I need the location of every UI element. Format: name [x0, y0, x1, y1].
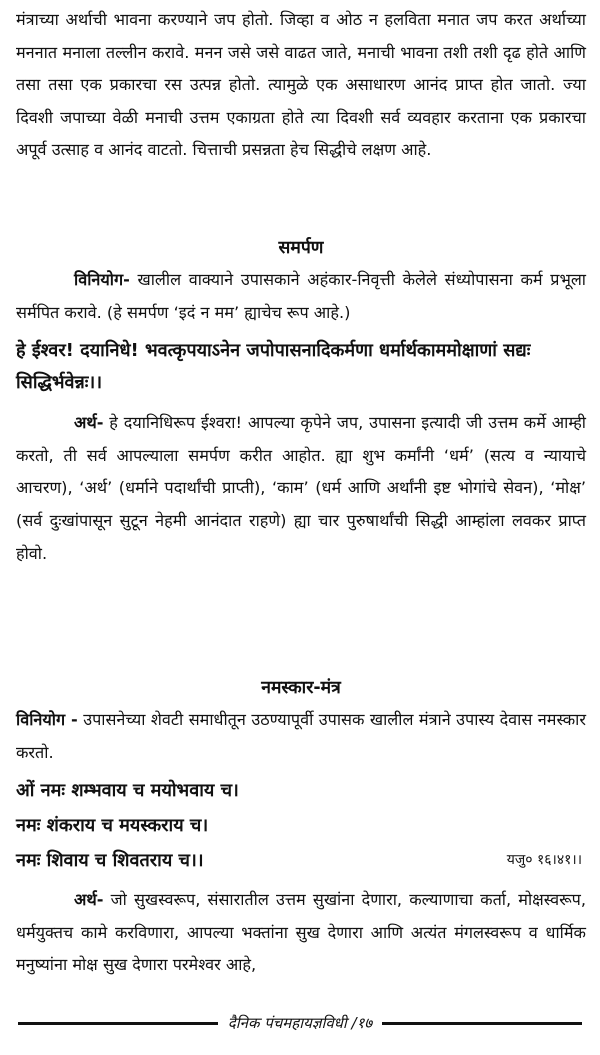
samarpan-artha-paragraph — [16, 407, 586, 570]
footer-rule-right — [382, 1022, 582, 1025]
viniyog-text: उपासनेच्या शेवटी समाधीतून उठण्यापूर्वी उपासक खालील मंत्राने उपास्य देवास नमस्कार करतो. — [16, 710, 586, 762]
viniyog-label: विनियोग - — [16, 710, 78, 729]
mantra-line: ओं नमः शम्भवाय च मयोभवाय च। — [16, 780, 239, 802]
intro-paragraph: मंत्राच्या अर्थाची भावना करण्याने जप होतो. जिव्हा व ओठ न हलविता मनात जप करत अर्थाच्या मननात मनाला तल्लीन करावे. मनन जसे जसे वाढत जाते, मनाची भावना तशी तशी दृढ होते आणि तसा तसा एक प्रकारचा रस उत्पन्न होतो. त्यामुळे एक असाधारण आनंद प्राप्त होत जातो. ज्या दिवशी जपाच्या वेळी मनाची उत्तम एकाग्रता होते त्या दिवशी सर्व व्यवहार करताना एक प्रकारचा अपूर्व उत्साह व आनंद वाटतो. चित्ताची प्रसन्नता हेच सिद्धीचे लक्षण आहे. — [16, 10, 586, 160]
footer-rule-left — [18, 1022, 218, 1025]
samarpan-heading: समर्पण — [278, 238, 324, 258]
namaskar-heading: नमस्कार-मंत्र — [261, 678, 341, 698]
artha-text: जो सुखस्वरूप, संसारातील उत्तम सुखांना देणारा, कल्याणाचा कर्ता, मोक्षस्वरूप, धर्मयुक्तच कामे करविणारा, आपल्या भक्तांना सुख देणारा आणि अत्यंत मंगलस्वरूप व धार्मिक मनुष्यांना मोक्ष सुख देणारा परमेश्वर आहे, — [16, 890, 586, 975]
mantra-reference: यजु० १६।४१।। — [506, 852, 582, 869]
namaskar-viniyog-paragraph — [16, 704, 586, 769]
artha-label: अर्थ- — [74, 890, 104, 910]
mantra-line-text: नमः शिवाय च शिवतराय च।। — [16, 850, 204, 872]
viniyog-text: खालील वाक्याने उपासकाने अहंकार-निवृत्ती केलेले संध्योपासना कर्म प्रभूला सर्मपित करावे. (हे समर्पण ‘इदं न मम’ ह्याचेच रूप आहे.) — [16, 270, 586, 322]
mantra-line — [16, 843, 586, 878]
intro-block — [16, 4, 586, 167]
artha-label: अर्थ- — [74, 413, 104, 433]
footer-text: दैनिक पंचमहायज्ञविधी /१७ — [227, 1014, 373, 1032]
samarpan-viniyog-paragraph — [16, 264, 586, 329]
namaskar-mantra-block — [16, 773, 586, 878]
page-footer — [18, 1010, 582, 1036]
namaskar-artha-paragraph — [16, 884, 586, 982]
samarpan-section — [16, 232, 586, 570]
viniyog-label: विनियोग- — [74, 270, 130, 289]
namaskar-section — [16, 672, 586, 982]
mantra-line: नमः शंकराय च मयस्कराय च। — [16, 815, 209, 837]
artha-text: हे दयानिधिरूप ईश्वरा! आपल्या कृपेने जप, उपासना इत्यादी जी उत्तम कर्मे आम्ही करतो, ती सर्व आपल्याला समर्पण करीत आहोत. ह्या शुभ कर्मांनी ‘धर्म’ (सत्य व न्यायाचे आचरण), ‘अर्थ’ (धर्माने पदार्थांची प्राप्ती), ‘काम’ (धर्म आणि अर्थांनी इष्ट भोगांचे सेवन), ‘मोक्ष’ (सर्व दुःखांपासून सुटून नेहमी आनंदात राहणे) ह्या चार पुरुषार्थांची सिद्धी आम्हांला लवकर प्राप्त होवो. — [16, 413, 586, 563]
samarpan-mantra: हे ईश्वर! दयानिधे! भवत्कृपयाऽनेन जपोपासनादिकर्मणा धर्मार्थकाममोक्षाणां सद्यः सिद्धिर्भवेन्नः।। — [16, 340, 531, 394]
